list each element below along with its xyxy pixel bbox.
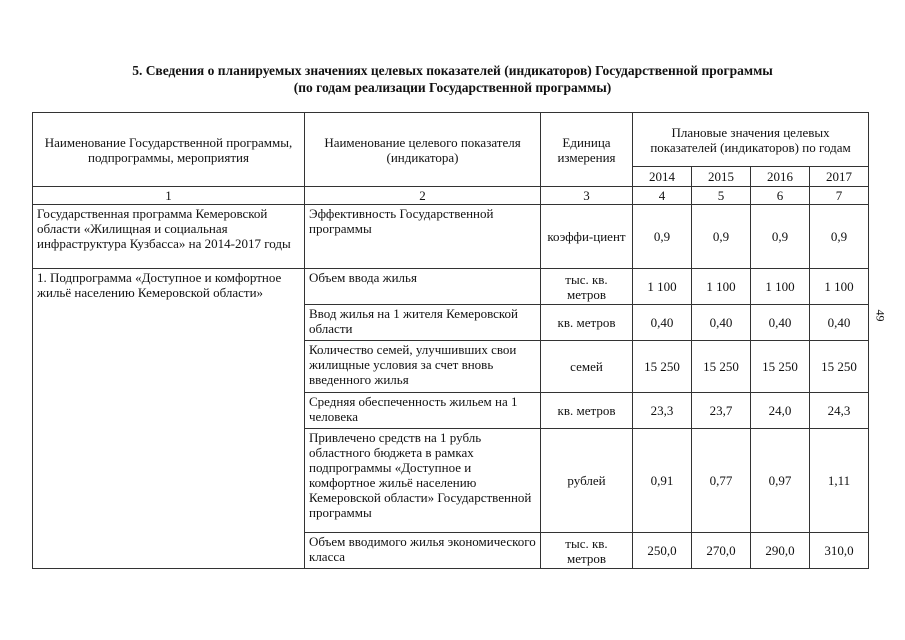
indicators-table: [32, 112, 869, 569]
subprogram-name: 1. Подпрограмма «Доступное и комфортное жильё населению Кемеровской области»: [33, 269, 305, 569]
value-2016: 1 100: [751, 269, 810, 305]
unit-cell: коэффи-циент: [541, 205, 633, 269]
page-number: 49: [873, 309, 888, 322]
column-number-2: 2: [305, 187, 541, 205]
table-row: [33, 205, 869, 269]
title-line-2: (по годам реализации Государственной программы): [293, 80, 612, 95]
value-2017: 0,9: [810, 205, 869, 269]
value-2014: 0,91: [633, 429, 692, 533]
value-2017: 24,3: [810, 393, 869, 429]
unit-cell: тыс. кв. метров: [541, 269, 633, 305]
value-2014: 250,0: [633, 533, 692, 569]
header-year-2016: 2016: [751, 167, 810, 187]
header-year-2014: 2014: [633, 167, 692, 187]
value-2017: 0,40: [810, 305, 869, 341]
column-number-5: 5: [692, 187, 751, 205]
header-unit: Единица измерения: [541, 113, 633, 187]
unit-cell: кв. метров: [541, 305, 633, 341]
value-2015: 0,9: [692, 205, 751, 269]
value-2014: 15 250: [633, 341, 692, 393]
unit-cell: рублей: [541, 429, 633, 533]
indicator-name: Объем вводимого жилья экономического класса: [305, 533, 541, 569]
value-2016: 0,97: [751, 429, 810, 533]
value-2017: 1,11: [810, 429, 869, 533]
title-line-1: 5. Сведения о планируемых значениях целевых показателей (индикаторов) Государственной программы: [132, 63, 773, 78]
unit-cell: тыс. кв. метров: [541, 533, 633, 569]
indicator-name: Количество семей, улучшивших свои жилищные условия за счет вновь введенного жилья: [305, 341, 541, 393]
value-2017: 310,0: [810, 533, 869, 569]
unit-cell: кв. метров: [541, 393, 633, 429]
indicator-name: Средняя обеспеченность жильем на 1 человека: [305, 393, 541, 429]
value-2016: 0,40: [751, 305, 810, 341]
column-number-6: 6: [751, 187, 810, 205]
value-2017: 1 100: [810, 269, 869, 305]
value-2015: 0,77: [692, 429, 751, 533]
value-2015: 0,40: [692, 305, 751, 341]
value-2015: 1 100: [692, 269, 751, 305]
column-number-3: 3: [541, 187, 633, 205]
value-2016: 290,0: [751, 533, 810, 569]
indicator-name: Ввод жилья на 1 жителя Кемеровской области: [305, 305, 541, 341]
unit-cell: семей: [541, 341, 633, 393]
value-2016: 24,0: [751, 393, 810, 429]
header-year-2015: 2015: [692, 167, 751, 187]
value-2016: 0,9: [751, 205, 810, 269]
value-2014: 0,40: [633, 305, 692, 341]
indicator-name: Привлечено средств на 1 рубль областного бюджета в рамках подпрограммы «Доступное и комфортное жильё населению Кемеровской области» Государственной программы: [305, 429, 541, 533]
indicator-name: Эффективность Государственной программы: [305, 205, 541, 269]
value-2017: 15 250: [810, 341, 869, 393]
column-number-4: 4: [633, 187, 692, 205]
table-row: [33, 269, 869, 305]
value-2014: 0,9: [633, 205, 692, 269]
program-name: Государственная программа Кемеровской области «Жилищная и социальная инфраструктура Кузбасса» на 2014-2017 годы: [33, 205, 305, 269]
value-2015: 23,7: [692, 393, 751, 429]
value-2016: 15 250: [751, 341, 810, 393]
header-program: Наименование Государственной программы, подпрограммы, мероприятия: [33, 113, 305, 187]
header-indicator: Наименование целевого показателя (индикатора): [305, 113, 541, 187]
value-2015: 15 250: [692, 341, 751, 393]
document-title: [0, 62, 905, 96]
value-2014: 1 100: [633, 269, 692, 305]
column-number-1: 1: [33, 187, 305, 205]
value-2015: 270,0: [692, 533, 751, 569]
header-year-2017: 2017: [810, 167, 869, 187]
header-planned-values: Плановые значения целевых показателей (индикаторов) по годам: [633, 113, 869, 167]
column-number-7: 7: [810, 187, 869, 205]
indicator-name: Объем ввода жилья: [305, 269, 541, 305]
value-2014: 23,3: [633, 393, 692, 429]
